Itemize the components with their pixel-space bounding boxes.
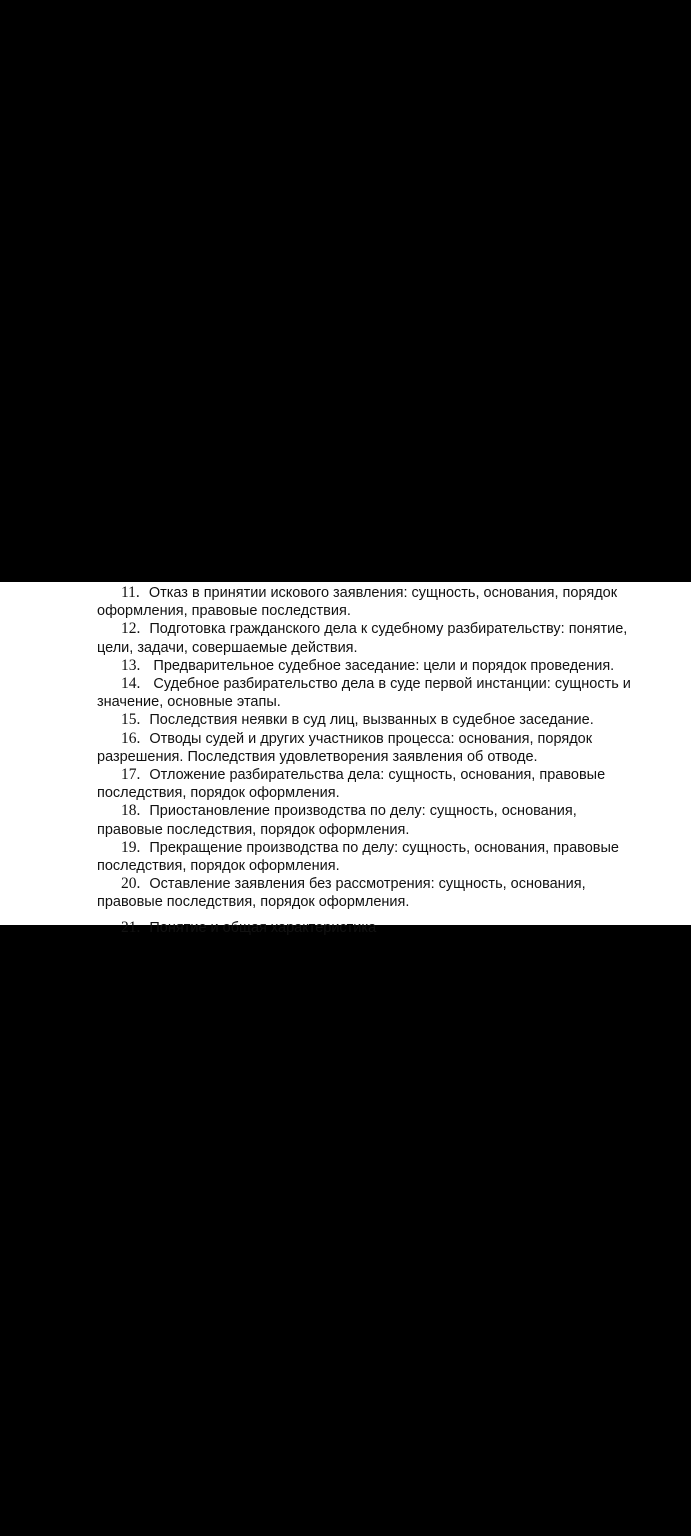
list-item: [97, 802, 645, 838]
cropped-list-item: [121, 919, 377, 936]
item-number: 19.: [121, 838, 141, 856]
exam-questions-list: [97, 584, 645, 912]
item-number: 18.: [121, 802, 141, 820]
item-text: Подготовка гражданского дела к судебному разбирательству: понятие, цели, задачи, совершаемые действия.: [97, 621, 628, 656]
list-item: [97, 657, 645, 675]
list-item: [97, 839, 645, 875]
item-number: 13.: [121, 656, 141, 674]
item-text: Понятие и общая характеристика: [149, 920, 377, 936]
item-number: 17.: [121, 766, 141, 784]
item-text: Прекращение производства по делу: сущность, основания, правовые последствия, порядок оформления.: [97, 839, 619, 875]
item-text: Отводы судей и других участников процесса: основания, порядок разрешения. Последствия удовлетворения заявления об отводе.: [97, 730, 593, 765]
list-item: [97, 766, 645, 802]
item-text: Оставление заявления без рассмотрения: сущность, основания, правовые последствия, порядок оформления.: [97, 876, 586, 911]
list-item: [97, 730, 645, 766]
item-number: 21.: [121, 919, 141, 936]
item-number: 16.: [121, 729, 141, 747]
item-number: 12.: [121, 620, 141, 638]
item-number: 14.: [121, 675, 141, 693]
item-number: 15.: [121, 711, 141, 729]
item-text: Отложение разбирательства дела: сущность, основания, правовые последствия, порядок оформления.: [97, 767, 606, 802]
list-item: [97, 675, 645, 711]
item-text: Приостановление производства по делу: сущность, основания, правовые последствия, порядок оформления.: [97, 803, 577, 838]
item-text: Отказ в принятии искового заявления: сущность, основания, порядок оформления, правовые последствия.: [97, 585, 618, 620]
list-item: [97, 620, 645, 656]
item-number: 20.: [121, 875, 141, 893]
list-item: [97, 875, 645, 911]
list-item: [97, 584, 645, 620]
item-text: Судебное разбирательство дела в суде первой инстанции: сущность и значение, основные этапы.: [97, 676, 631, 711]
item-text: Последствия неявки в суд лиц, вызванных в судебное заседание.: [149, 712, 594, 729]
list-item: [97, 711, 645, 729]
document-page-fragment: [0, 582, 691, 936]
item-number: 11.: [121, 584, 140, 601]
item-text: Предварительное судебное заседание: цели и порядок проведения.: [149, 657, 615, 674]
